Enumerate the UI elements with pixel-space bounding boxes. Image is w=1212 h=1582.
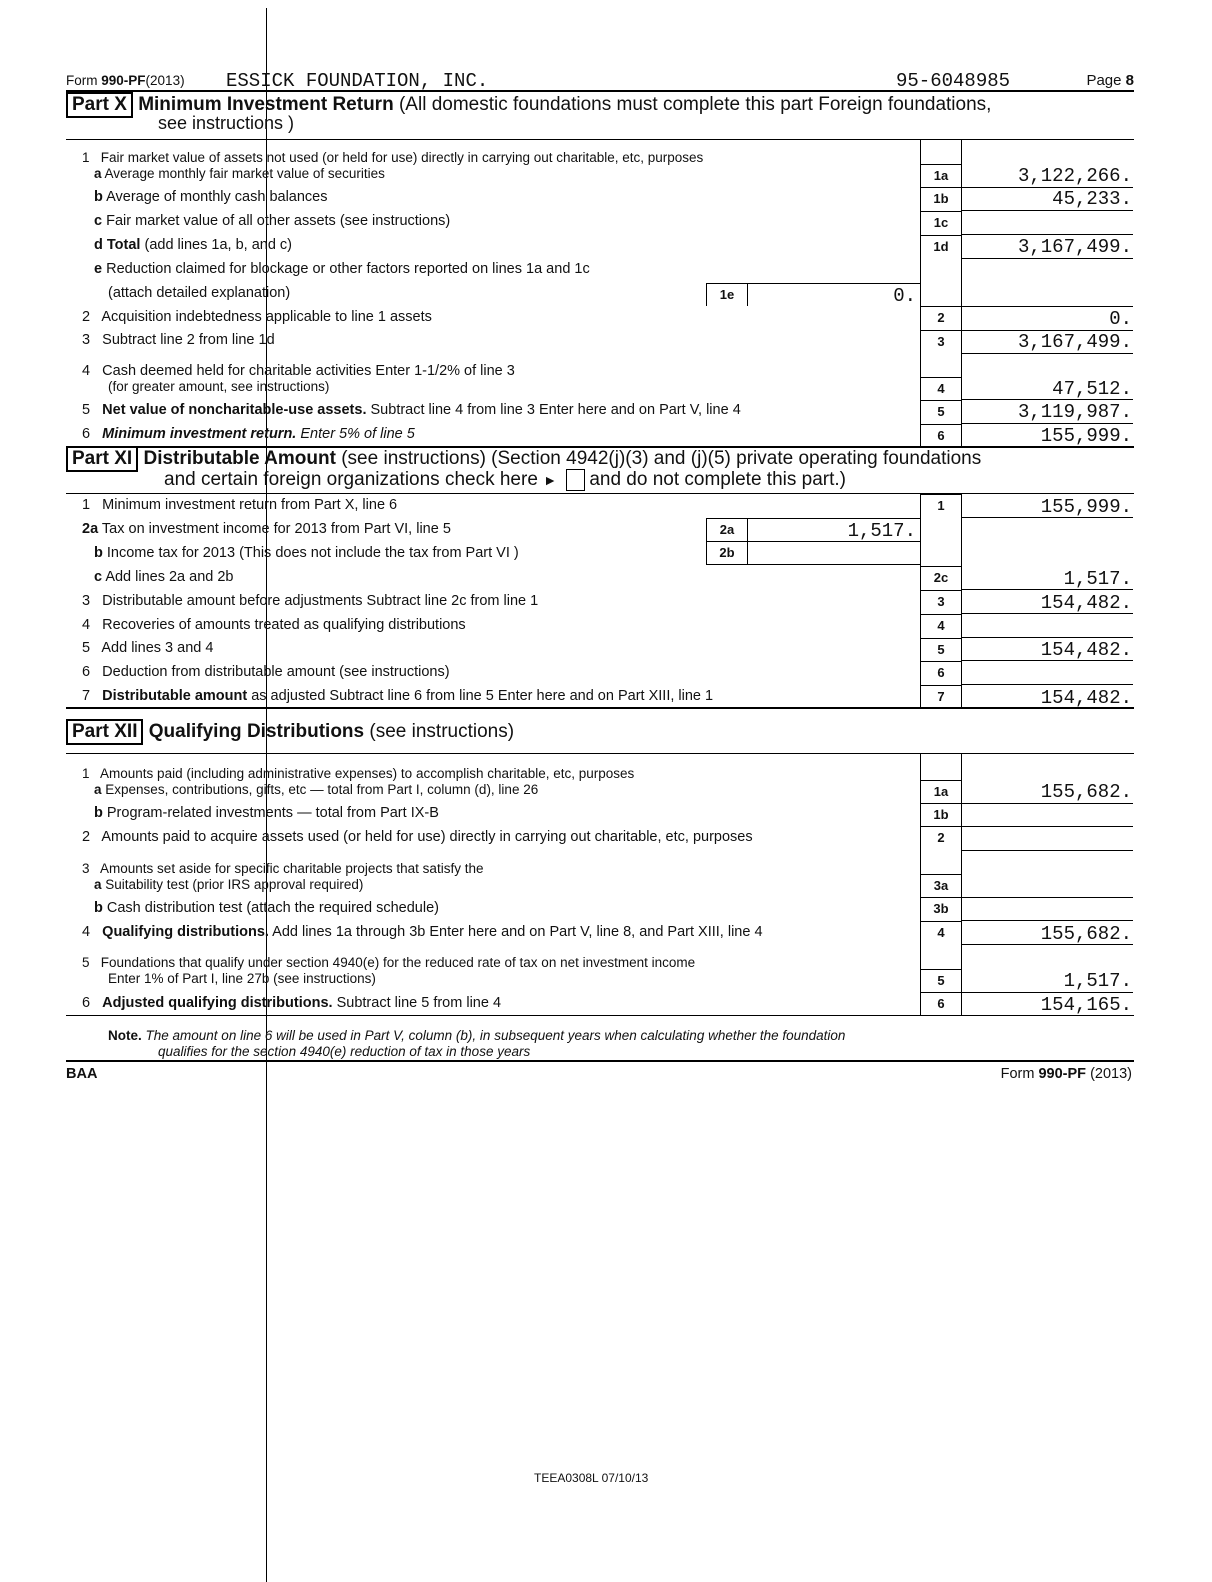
part12-row6: 6 Adjusted qualifying distributions. Subtract line 5 from line 4 [82,995,502,1011]
part11-box-3: 3 [920,590,962,613]
part11-subtitle2: and certain foreign organizations check here ► and do not complete this part.) [164,469,846,491]
part12-value-5: 1,517. [1063,970,1132,992]
part10-box-1a: 1a [920,164,962,187]
part10-row2: 2 Acquisition indebtedness applicable to line 1 assets [82,309,432,325]
part11-tag: Part XI [66,446,138,472]
part10-value-1e: 0. [893,285,916,307]
part10-row1: 1 Fair market value of assets not used (or held for use) directly in carrying out charitable, etc, purposes [82,150,704,165]
part12-tag: Part XII [66,719,143,745]
part10-row1e-cont: (attach detailed explanation) [108,285,291,301]
part10-subtitle: (All domestic foundations must complete this part Foreign foundations, [398,94,992,115]
part12-box-4: 4 [920,921,962,944]
part10-box-3: 3 [920,330,962,353]
part11-row3: 3 Distributable amount before adjustments Subtract line 2c from line 1 [82,593,539,609]
part11-row2b: b Income tax for 2013 (This does not include the tax from Part VI ) [94,545,519,561]
part12-box-1a: 1a [920,780,962,803]
part12-value-4: 155,682. [1040,923,1132,945]
part11-title: Distributable Amount [143,448,336,469]
part11-row5: 5 Add lines 3 and 4 [82,640,214,656]
part10-box-6: 6 [920,424,962,447]
part11-value-5: 154,482. [1040,639,1132,661]
part11-subtitle: (see instructions) (Section 4942(j)(3) and (j)(5) private operating foundations [341,448,982,469]
part10-row4: 4 Cash deemed held for charitable activities Enter 1-1/2% of line 3 [82,363,515,379]
part10-value-1a: 3,122,266. [1017,165,1132,187]
part11-box-1: 1 [920,494,962,517]
part11-box-6: 6 [920,661,962,684]
part11-value-2a: 1,517. [847,520,916,542]
part12-row2: 2 Amounts paid to acquire assets used (or held for use) directly in carrying out charitable, etc, purposes [82,829,753,845]
part10-box-1e: 1e [706,283,748,306]
part11-value-2c: 1,517. [1063,568,1132,590]
part11-box-2a: 2a [706,518,748,541]
form-label: Form [66,73,98,88]
part10-row1a: a Average monthly fair market value of securities [94,166,385,181]
footer-code: TEEA0308L 07/10/13 [534,1471,649,1485]
part12-value-1a: 155,682. [1040,781,1132,803]
part12-row1b: b Program-related investments — total from Part IX-B [94,805,439,821]
part10-row1c: c Fair market value of all other assets (see instructions) [94,213,451,229]
part11-box-5: 5 [920,638,962,661]
part12-box-6: 6 [920,992,962,1015]
part12-row5: 5 Foundations that qualify under section 4940(e) for the reduced rate of tax on net investment income [82,955,696,970]
form-year: (2013) [145,73,185,88]
part11-row7: 7 Distributable amount as adjusted Subtract line 6 from line 5 Enter here and on Part XIII, line 1 [82,688,714,704]
part12-row4: 4 Qualifying distributions. Add lines 1a through 3b Enter here and on Part V, line 8, and Part XIII, line 4 [82,924,763,940]
part10-value-3: 3,167,499. [1017,331,1132,353]
part11-row6: 6 Deduction from distributable amount (see instructions) [82,664,450,680]
part10-tag: Part X [66,92,133,118]
part12-box-1b: 1b [920,803,962,826]
part10-value-6: 155,999. [1040,425,1132,447]
part12-note-cont: qualifies for the section 4940(e) reduction of tax in those years [158,1044,531,1059]
part11-box-7: 7 [920,685,962,708]
part12-box-5: 5 [920,969,962,992]
page-number: Page 8 [1086,72,1134,89]
part10-value-1d: 3,167,499. [1017,236,1132,258]
part12-box-3b: 3b [920,897,962,920]
part10-row3: 3 Subtract line 2 from line 1d [82,332,275,348]
form-header [66,70,1134,90]
part11-box-4: 4 [920,614,962,637]
part11-value-7: 154,482. [1040,687,1132,709]
part10-value-5: 3,119,987. [1017,401,1132,423]
part10-box-1d: 1d [920,235,962,258]
part10-box-1c: 1c [920,211,962,234]
part10-row4-cont: (for greater amount, see instructions) [108,379,330,394]
part10-box-5: 5 [920,400,962,423]
part11-value-1: 155,999. [1040,496,1132,518]
part11-row2a: 2a Tax on investment income for 2013 from Part VI, line 5 [82,521,451,537]
part10-box-1b: 1b [920,187,962,210]
part10-row6: 6 Minimum investment return. Enter 5% of line 5 [82,426,415,442]
part10-value-4: 47,512. [1052,378,1132,400]
part11-row2c: c Add lines 2a and 2b [94,569,234,585]
part10-row1e: e Reduction claimed for blockage or other factors reported on lines 1a and 1c [94,261,590,277]
part11-row1: 1 Minimum investment return from Part X, line 6 [82,497,398,513]
part10-value-1b: 45,233. [1052,188,1132,210]
part10-subtitle2: see instructions ) [158,113,295,133]
ein: 95-6048985 [896,70,1011,92]
part11-row4: 4 Recoveries of amounts treated as qualifying distributions [82,617,466,633]
part12-row5-cont: Enter 1% of Part I, line 27b (see instructions) [108,971,376,986]
part11-value-3: 154,482. [1040,592,1132,614]
baa-label: BAA [66,1066,98,1082]
part10-row1d: d Total (add lines 1a, b, and c) [94,237,292,253]
part12-title: Qualifying Distributions [148,721,365,742]
foreign-org-checkbox[interactable] [566,469,585,491]
part10-box-4: 4 [920,377,962,400]
part12-box-3a: 3a [920,874,962,897]
part12-note: Note. The amount on line 6 will be used in Part V, column (b), in subsequent years when calculating whether the foundation [108,1028,846,1043]
part12-row1: 1 Amounts paid (including administrative expenses) to accomplish charitable, etc, purposes [82,766,635,781]
part12-row3b: b Cash distribution test (attach the required schedule) [94,900,439,916]
part12-row3a: a Suitability test (prior IRS approval required) [94,877,364,892]
footer-form-ref: Form 990-PF (2013) [1000,1066,1132,1082]
part10-box-2: 2 [920,306,962,329]
part12-header [66,719,514,745]
part10-title: Minimum Investment Return [138,94,394,115]
part12-subtitle: (see instructions) [369,721,515,742]
org-name: ESSICK FOUNDATION, INC. [226,70,489,92]
part12-row1a: a Expenses, contributions, gifts, etc — total from Part I, column (d), line 26 [94,782,539,797]
part10-rule [66,139,1134,140]
part11-box-2c: 2c [920,566,962,589]
part12-box-2: 2 [920,826,962,849]
part12-value-6: 154,165. [1040,994,1132,1016]
part10-value-2: 0. [1109,308,1132,330]
part11-box-2b: 2b [706,541,748,564]
part12-row3: 3 Amounts set aside for specific charitable projects that satisfy the [82,861,484,876]
part10-row1b: b Average of monthly cash balances [94,189,328,205]
part10-row5: 5 Net value of noncharitable-use assets. Subtract line 4 from line 3 Enter here and on Part V, line 4 [82,402,741,418]
form-name: 990-PF [101,73,146,88]
